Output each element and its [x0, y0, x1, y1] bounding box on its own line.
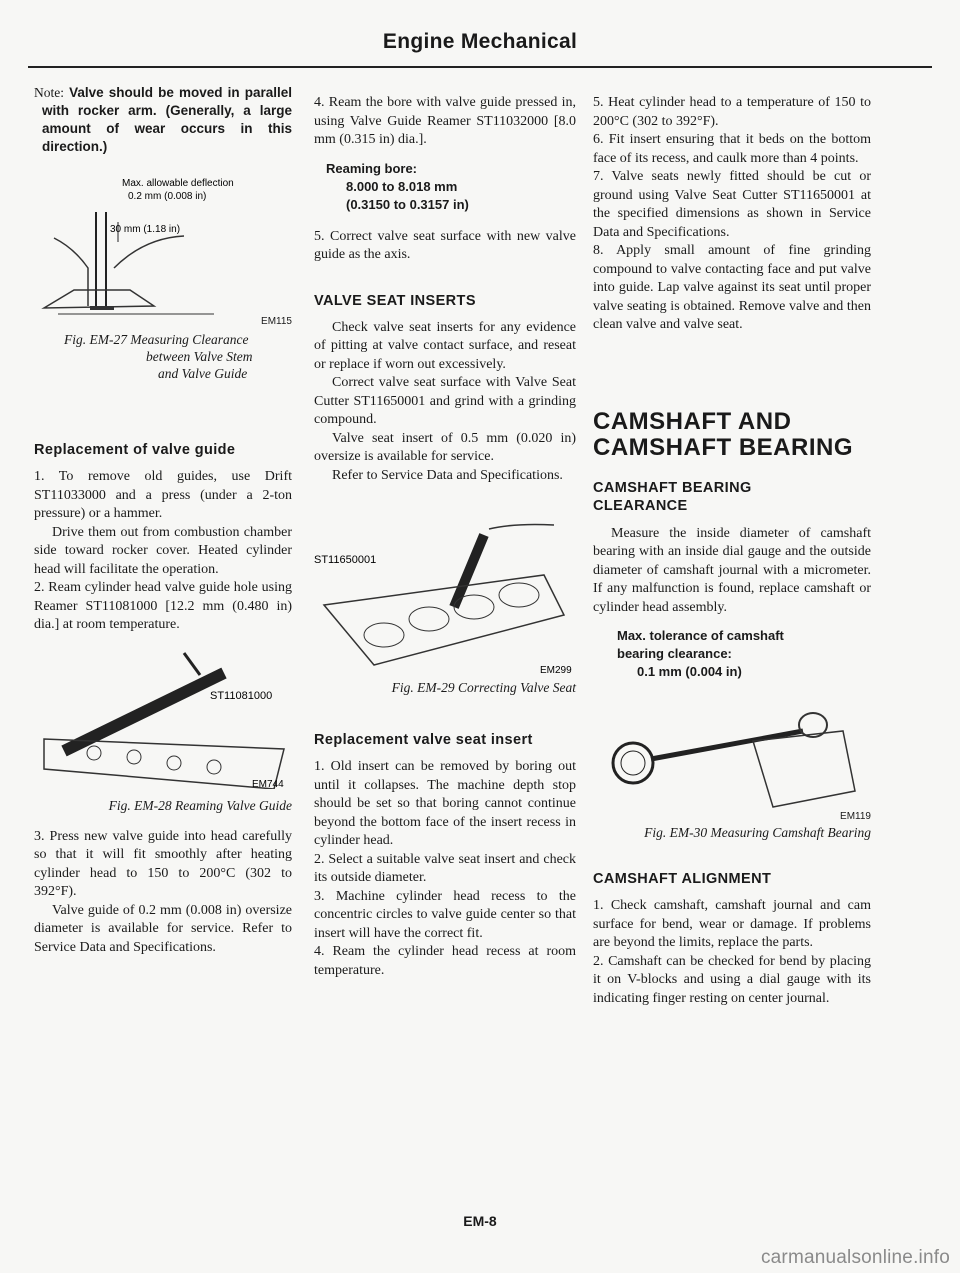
- heading-line-2: CLEARANCE: [593, 497, 688, 514]
- valve-stem-deflection-illustration: [34, 178, 292, 318]
- insert-step-3: 3. Machine cylinder head recess to the concentric circles to valve guide center so that insert will have the correct fit.: [314, 888, 576, 941]
- caption-line-2: between Valve Stem: [146, 349, 253, 364]
- watermark: carmanualsonline.info: [760, 1247, 950, 1268]
- page-header: Engine Mechanical: [382, 30, 578, 53]
- figure-code: EM115: [261, 316, 292, 327]
- note-text: Valve should be moved in parallel with rocker arm. (Generally, a large amount of wear occurs in this direction.): [42, 85, 292, 154]
- tolerance-value: 0.1 mm (0.004 in): [637, 664, 742, 679]
- camshaft-bearing-gauge-illustration: [593, 711, 871, 811]
- inserts-paragraph-2: Correct valve seat surface with Valve Seat Cutter ST11650001 and grind with a grinding compound.: [314, 375, 576, 427]
- figure-em27: [34, 178, 292, 382]
- cutter-tool-label: ST11650001: [314, 554, 377, 566]
- figure-caption: Fig. EM-28 Reaming Valve Guide: [108, 797, 292, 813]
- step-2: 2. Ream cylinder head valve guide hole using Reamer ST11081000 [12.2 mm (0.480 in) dia.] at room temperature.: [34, 580, 292, 632]
- section-heading-valve-seat-inserts: VALVE SEAT INSERTS: [314, 292, 476, 309]
- reamer-tool-label: ST11081000: [210, 689, 273, 702]
- heading-line-1: CAMSHAFT BEARING: [593, 479, 752, 496]
- section-heading-replacement-guide: Replacement of valve guide: [34, 442, 236, 458]
- clearance-paragraph: Measure the inside diameter of camshaft bearing with an inside dial gauge and the outside diameter of camshaft journal with a micrometer. If any malfunction is found, replace camshaft or cylinder head assembly.: [593, 525, 871, 615]
- column-1: [34, 84, 292, 957]
- figure-code: EM119: [840, 811, 871, 822]
- figure-em30: [593, 711, 871, 841]
- step-8-lap: 8. Apply small amount of fine grinding compound to valve contacting face and put valve into guide. Lap valve against its seat until proper valve seating is obtained. Remove valve and then clean valve and valve seat.: [593, 243, 871, 332]
- step-6-fit: 6. Fit insert ensuring that it beds on the bottom face of its recess, and caulk more than 4 points.: [593, 132, 871, 166]
- alignment-step-2: 2. Camshaft can be checked for bend by placing it on V-blocks and using a dial gauge with its indicating finger resting on center journal.: [593, 953, 871, 1006]
- reaming-illustration: [34, 639, 292, 789]
- insert-step-2: 2. Select a suitable valve seat insert and check its outside diameter.: [314, 851, 576, 885]
- reaming-value-mm: 8.000 to 8.018 mm: [346, 178, 458, 194]
- figure-caption: Fig. EM-29 Correcting Valve Seat: [391, 680, 576, 695]
- title-line-2: CAMSHAFT BEARING: [593, 433, 853, 461]
- step-3: 3. Press new valve guide into head carefully so that it will fit smoothly after heating cylinder head to 150 to 200°C (302 to 392°F).: [34, 828, 292, 899]
- valve-seat-cutter-illustration: [314, 515, 576, 675]
- step-5-heat: 5. Heat cylinder head to a temperature of 150 to 200°C (302 to 392°F).: [593, 95, 871, 129]
- figure-code: EM744: [252, 778, 284, 789]
- column-3: [593, 94, 871, 1008]
- inserts-paragraph-4: Refer to Service Data and Specifications.: [332, 467, 563, 483]
- deflection-label: Max. allowable deflection: [122, 178, 234, 189]
- section-heading-camshaft-alignment: CAMSHAFT ALIGNMENT: [593, 871, 772, 887]
- step-1-continued: Drive them out from combustion chamber side toward rocker cover. Heated cylinder head will facilitate the operation.: [34, 524, 292, 577]
- tolerance-label-2: bearing clearance:: [617, 646, 732, 661]
- insert-step-4: 4. Ream the cylinder head recess at room temperature.: [314, 944, 576, 978]
- step-7-cut: 7. Valve seats newly fitted should be cut or ground using Valve Seat Cutter ST11650001 at the specified dimensions as shown in Service Data and Specifications.: [593, 169, 871, 240]
- step-1: 1. To remove old guides, use Drift ST11033000 and a press (under a 2-ton pressure) or a hammer.: [34, 469, 292, 521]
- deflection-value-label: 0.2 mm (0.008 in): [128, 191, 207, 202]
- caption-line-3: and Valve Guide: [158, 366, 248, 381]
- reaming-label: Reaming bore:: [326, 160, 418, 176]
- column-2: [314, 94, 576, 980]
- step-4: 4. Ream the bore with valve guide pressed in, using Valve Guide Reamer ST11032000 [8.0 mm (0.315 in) dia.].: [314, 95, 576, 147]
- inserts-paragraph-3: Valve seat insert of 0.5 mm (0.020 in) oversize is available for service.: [314, 430, 576, 464]
- note-lead: Note:: [34, 85, 64, 100]
- insert-step-1: 1. Old insert can be removed by boring out until it collapses. The machine depth stop should be set so that boring cannot continue beyond the bottom face of the insert recess in cylinder head.: [314, 759, 576, 848]
- note: [34, 84, 292, 156]
- section-title-camshaft: [593, 409, 871, 461]
- reaming-value-in: (0.3150 to 0.3157 in): [346, 196, 469, 212]
- tolerance-label-1: Max. tolerance of camshaft: [617, 628, 784, 643]
- step-3-continued: Valve guide of 0.2 mm (0.008 in) oversize diameter is available for service. Refer to Service Data and Specifications.: [34, 902, 292, 955]
- inserts-paragraph-1: Check valve seat inserts for any evidence of pitting at valve contact surface, and reseat or replace if worn out excessively.: [314, 319, 576, 372]
- figure-caption: [34, 331, 292, 382]
- tolerance-spec: [593, 627, 871, 681]
- caption-number: Fig. EM-27: [64, 332, 127, 347]
- figure-em28: [34, 639, 292, 814]
- section-heading-replacement-insert: Replacement valve seat insert: [314, 732, 533, 748]
- step-5: 5. Correct valve seat surface with new valve guide as the axis.: [314, 228, 576, 262]
- header-rule: [28, 66, 932, 68]
- figure-caption: Fig. EM-30 Measuring Camshaft Bearing: [644, 825, 871, 840]
- caption-line-1: Measuring Clearance: [130, 332, 249, 347]
- figure-code: EM299: [540, 665, 572, 675]
- alignment-step-1: 1. Check camshaft, camshaft journal and cam surface for bend, wear or damage. If problems are beyond the limits, replace the parts.: [593, 898, 871, 950]
- section-heading-bearing-clearance: [593, 479, 871, 515]
- page-number: EM-8: [463, 1213, 497, 1229]
- reaming-spec: [314, 160, 576, 214]
- title-line-1: CAMSHAFT AND: [593, 407, 792, 435]
- distance-label: 30 mm (1.18 in): [110, 224, 181, 235]
- figure-em29: [314, 515, 576, 696]
